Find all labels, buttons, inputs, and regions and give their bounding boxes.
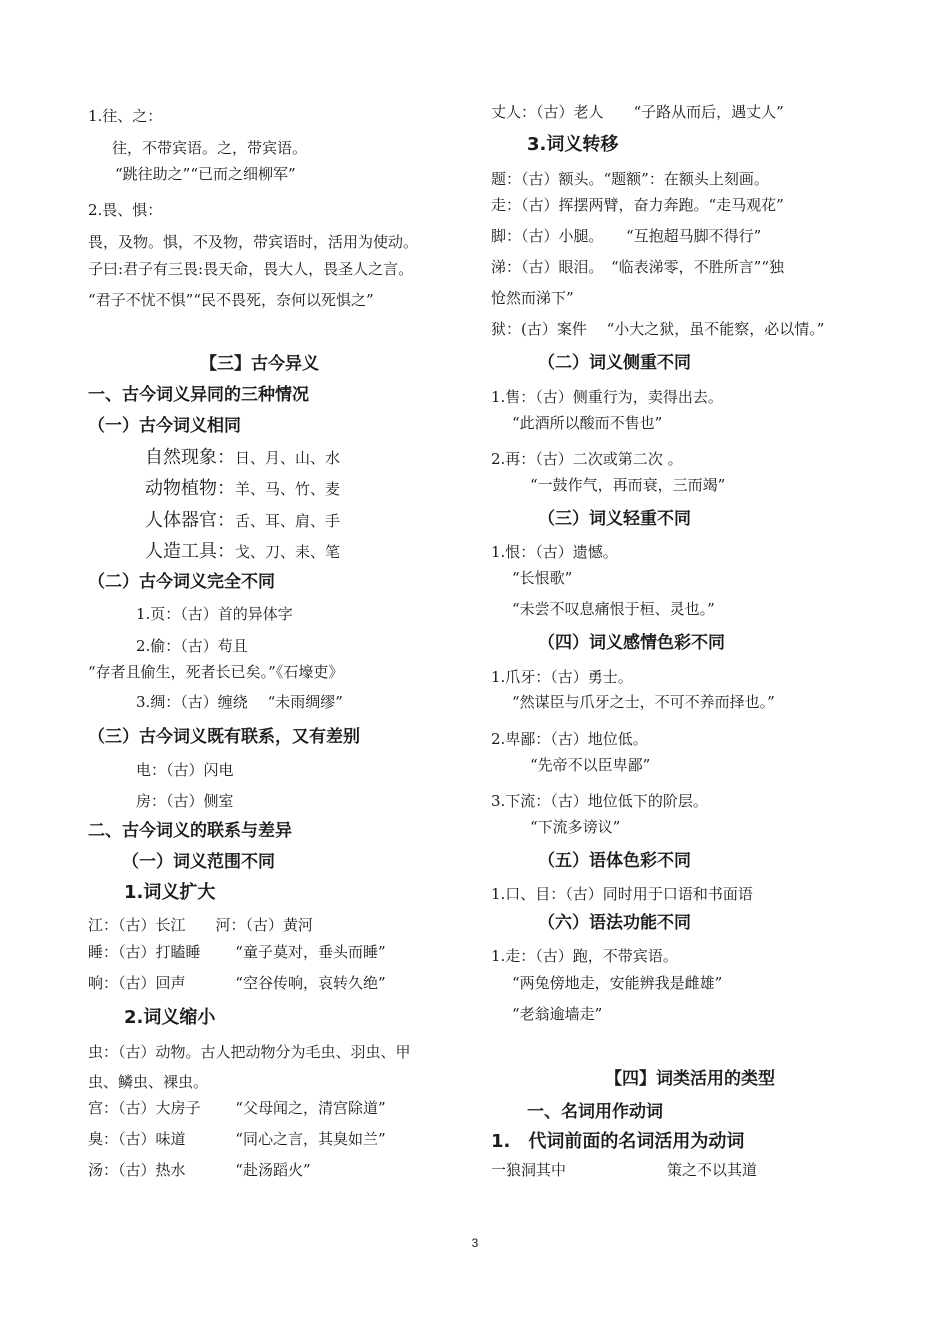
text-line: 子曰:君子有三畏:畏天命，畏大人，畏圣人之言。 [88, 260, 414, 278]
text-line: 1.口、目：（古）同时用于口语和书面语 [491, 885, 753, 903]
subheading: （三）词义轻重不同 [538, 509, 691, 529]
text-line: 3.下流：（古）地位低下的阶层。 [491, 792, 708, 810]
text-line: 1.走：（古）跑，不带宾语。 [491, 947, 678, 965]
text-line: 响：（古）回声 “空谷传响，哀转久绝” [88, 974, 386, 992]
text-line: 2.再：（古）二次或第二次 。 [491, 450, 683, 468]
same-row: 人造工具：戈、刀、耒、笔 [145, 541, 341, 562]
text-line: 脚：（古）小腿。 “互抱超马脚不得行” [491, 227, 762, 245]
text-line: 1.售：（古）侧重行为，卖得出去。 [491, 388, 723, 406]
heading: 二、古今词义的联系与差异 [88, 821, 292, 841]
text-line: 3.绸：（古）缠绕 “未雨绸缪” [136, 693, 343, 711]
text-line: 臭：（古）味道 “同心之言，其臭如兰” [88, 1130, 386, 1148]
subheading: （六）语法功能不同 [538, 913, 691, 933]
text-line: 电：（古）闪电 [136, 761, 234, 779]
text-line: 虫：（古）动物。古人把动物分为毛虫、羽虫、甲 [88, 1043, 411, 1061]
text-line: 房：（古）侧室 [136, 792, 234, 810]
subheading: （四）词义感情色彩不同 [538, 633, 725, 653]
text-line: 丈人：（古）老人 “子路从而后，遇丈人” [491, 103, 784, 121]
subheading: 1. 代词前面的名词活用为动词 [491, 1131, 745, 1152]
text-line: “长恨歌” [512, 569, 573, 587]
text-line: “存者且偷生，死者长已矣。”《石壕吏》 [88, 663, 344, 681]
subheading: 3.词义转移 [527, 134, 619, 155]
text-line: 2.卑鄙：（古）地位低。 [491, 730, 648, 748]
text-line: 往，不带宾语。之，带宾语。 [112, 139, 308, 157]
text-line: 策之不以其道 [667, 1161, 758, 1179]
text-line: 2.畏、惧： [88, 201, 163, 219]
text-line: 1.恨：（古）遗憾。 [491, 543, 618, 561]
page-number: 3 [471, 1236, 479, 1250]
text-line: 1.往、之： [88, 107, 163, 125]
text-line: 2.偷：（古）苟且 [136, 637, 248, 655]
text-line: “君子不忧不惧”“民不畏死，奈何以死惧之” [88, 291, 374, 309]
subheading: （三）古今词义既有联系，又有差别 [88, 727, 360, 747]
section-heading: 【四】词类活用的类型 [605, 1069, 775, 1089]
text-line: 畏，及物。惧，不及物，带宾语时，活用为使动。 [88, 233, 419, 251]
text-line: 1.页：（古）首的异体字 [136, 605, 293, 623]
same-row: 自然现象：日、月、山、水 [145, 447, 341, 468]
same-row: 人体器官：舌、耳、肩、手 [145, 510, 341, 531]
text-line: “未尝不叹息痛恨于桓、灵也。” [512, 600, 715, 618]
subheading: 2.词义缩小 [124, 1007, 216, 1028]
text-line: 一狼洞其中 [491, 1161, 567, 1179]
text-line: “老翁逾墙走” [512, 1005, 603, 1023]
text-line: 怆然而涕下” [491, 289, 574, 307]
text-line: 宫：（古）大房子 “父母闻之，清宫除道” [88, 1099, 386, 1117]
text-line: “跳往助之”“已而之细柳军” [115, 165, 296, 183]
text-line: 江：（古）长江 河：（古）黄河 [88, 916, 314, 934]
subheading: （一）词义范围不同 [122, 852, 275, 872]
text-line: 汤：（古）热水 “赴汤蹈火” [88, 1161, 311, 1179]
text-line: 题：（古）额头。“题额”：在额头上刻画。 [491, 170, 769, 188]
section-heading: 【三】古今异义 [200, 354, 319, 374]
text-line: 走：（古）挥摆两臂，奋力奔跑。“走马观花” [491, 196, 784, 214]
heading: 一、古今词义异同的三种情况 [88, 385, 309, 405]
subheading: （五）语体色彩不同 [538, 851, 691, 871]
text-line: 狱：(古）案件 “小大之狱，虽不能察，必以情。” [491, 320, 825, 338]
text-line: 1.爪牙：（古）勇士。 [491, 668, 633, 686]
text-line: “先帝不以臣卑鄙” [530, 756, 651, 774]
subheading: （二）古今词义完全不同 [88, 572, 275, 592]
text-line: 涕：（古）眼泪。 “临表涕零，不胜所言”“独 [491, 258, 785, 276]
text-line: “一鼓作气，再而衰，三而竭” [530, 476, 726, 494]
subheading: （一）古今词义相同 [88, 416, 241, 436]
text-line: “然谋臣与爪牙之士，不可不养而择也。” [512, 693, 775, 711]
text-line: “此酒所以酸而不售也” [512, 414, 663, 432]
text-line: 睡：（古）打瞌睡 “童子莫对，垂头而睡” [88, 943, 386, 961]
text-line: “下流多谤议” [530, 818, 621, 836]
text-line: “两兔傍地走，安能辨我是雌雄” [512, 974, 723, 992]
subheading: 1.词义扩大 [124, 882, 216, 903]
subheading: （二）词义侧重不同 [538, 353, 691, 373]
heading: 一、名词用作动词 [527, 1102, 663, 1122]
same-row: 动物植物：羊、马、竹、麦 [145, 478, 341, 499]
text-line: 虫、鳞虫、裸虫。 [88, 1073, 209, 1091]
